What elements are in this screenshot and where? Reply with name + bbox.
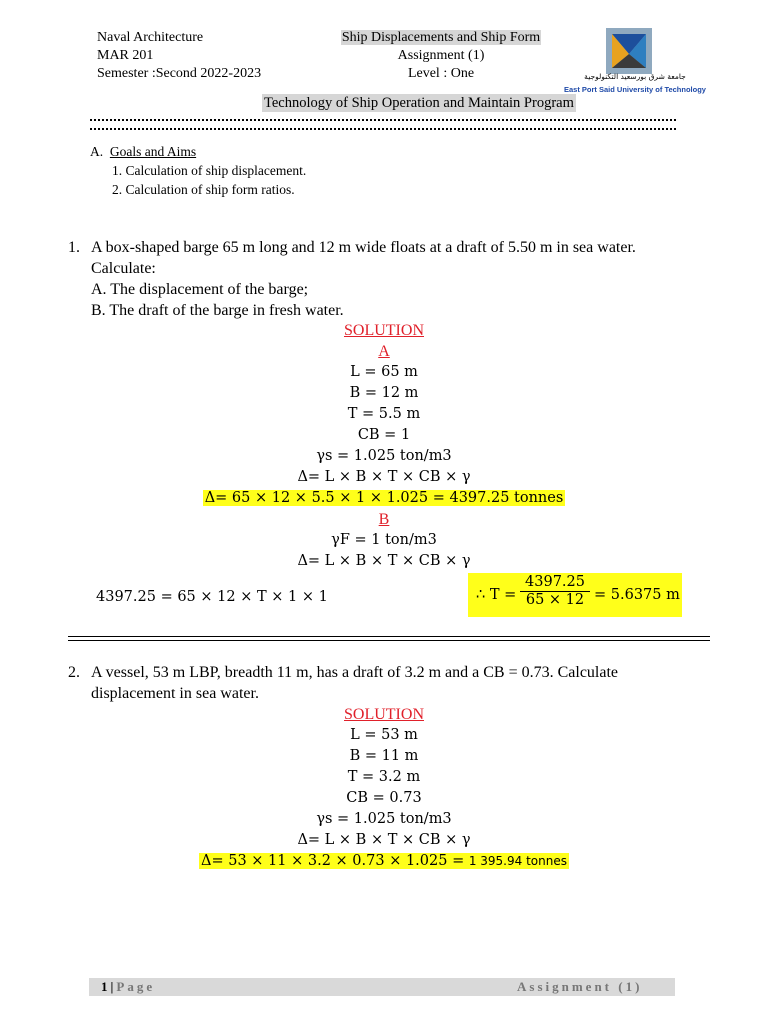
part-b-label: B	[378, 511, 390, 528]
question-2	[68, 662, 710, 704]
equation-line: L = 53 m	[350, 727, 418, 743]
header-divider	[90, 119, 676, 130]
goals-section	[90, 142, 306, 199]
assignment-title-block	[300, 29, 582, 83]
result-highlight	[199, 853, 569, 869]
question-text: Calculate:	[91, 260, 156, 277]
result-expression: Δ= 53 × 11 × 3.2 × 0.73 × 1.025 =	[201, 853, 469, 869]
equation-line: Δ= L × B × T × CB × γ	[297, 832, 471, 848]
equation-line: CB = 0.73	[346, 790, 422, 806]
footer-page	[101, 979, 155, 995]
page-number: 1	[101, 979, 111, 994]
question-text: A box-shaped barge 65 m long and 12 m wide floats at a draft of 5.50 m in sea water.	[91, 239, 636, 256]
section-divider	[68, 636, 710, 641]
draft-result-highlight	[468, 573, 682, 617]
equation-line: γs = 1.025 ton/m3	[316, 811, 452, 827]
part-a-label: A	[378, 343, 390, 360]
program-title: Technology of Ship Operation and Maintain Program	[264, 95, 574, 111]
fraction-denominator: 65 × 12	[525, 592, 585, 608]
goal-item: 1. Calculation of ship displacement.	[112, 163, 307, 178]
equation-line: T = 3.2 m	[347, 769, 421, 785]
solution-2	[0, 704, 768, 872]
question-text: displacement in sea water.	[91, 685, 259, 702]
equation-line: Δ= L × B × T × CB × γ	[297, 553, 471, 569]
level-label: Level : One	[407, 66, 475, 81]
solution-1	[0, 320, 768, 572]
result-a-highlight: Δ= 65 × 12 × 5.5 × 1 × 1.025 = 4397.25 tonnes	[204, 490, 564, 506]
solution-heading: SOLUTION	[344, 322, 424, 339]
goals-marker: A.	[90, 144, 104, 159]
frac-prefix: ∴ T =	[476, 587, 517, 603]
question-text: A. The displacement of the barge;	[91, 281, 309, 298]
draft-equation: 4397.25 = 65 × 12 × T × 1 × 1	[96, 589, 328, 605]
solution-heading: SOLUTION	[344, 706, 424, 723]
logo-english-text: East Port Said University of Technology	[564, 85, 706, 94]
goals-title: Goals and Aims	[109, 144, 197, 159]
equation-line: CB = 1	[357, 427, 411, 443]
university-logo-icon	[604, 26, 654, 76]
course-semester: Semester :Second 2022-2023	[97, 66, 262, 81]
footer-assignment: Assignment (1)	[517, 979, 643, 994]
equation-line: γs = 1.025 ton/m3	[316, 448, 452, 464]
frac-result: = 5.6375 m	[594, 587, 680, 603]
question-number: 1.	[68, 239, 80, 256]
equation-line: Δ= L × B × T × CB × γ	[297, 469, 471, 485]
fraction	[520, 574, 590, 608]
logo-arabic-text: جامعة شرق بورسعيد التكنولوجية	[584, 72, 686, 81]
course-info	[97, 29, 261, 83]
result-value: 1 395.94 tonnes	[468, 854, 567, 868]
equation-line: B = 11 m	[349, 748, 419, 764]
assignment-label: Assignment (1)	[397, 48, 485, 63]
equation-line: γF = 1 ton/m3	[331, 532, 437, 548]
page-word: Page	[116, 979, 156, 994]
course-code: MAR 201	[97, 48, 154, 63]
question-1	[68, 237, 710, 321]
question-number: 2.	[68, 664, 80, 681]
equation-line: T = 5.5 m	[347, 406, 421, 422]
question-text: B. The draft of the barge in fresh water.	[91, 302, 344, 319]
course-dept: Naval Architecture	[97, 30, 204, 45]
equation-line: B = 12 m	[349, 385, 419, 401]
page-separator: |	[110, 979, 117, 994]
fraction-numerator: 4397.25	[520, 574, 590, 592]
equation-line: L = 65 m	[350, 364, 418, 380]
topic-title: Ship Displacements and Ship Form	[341, 30, 541, 45]
goal-item: 2. Calculation of ship form ratios.	[112, 182, 295, 197]
question-text: A vessel, 53 m LBP, breadth 11 m, has a draft of 3.2 m and a CB = 0.73. Calculate	[91, 664, 619, 681]
